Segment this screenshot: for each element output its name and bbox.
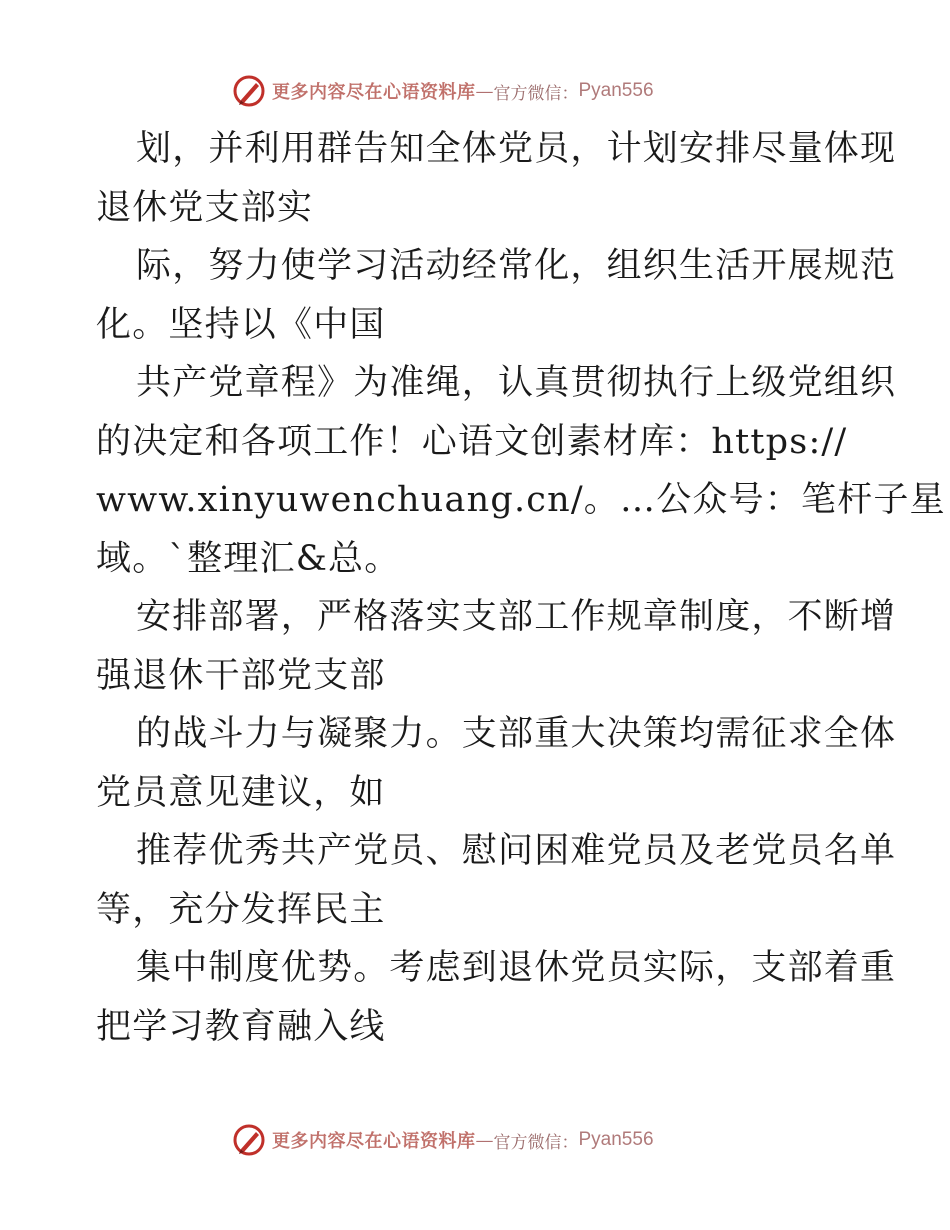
text-line: 化。坚持以《中国 [96,304,386,345]
text-line: 退休党支部实 [96,187,314,228]
banner-separator: — [475,1129,494,1151]
banner-wechat-label: 官方微信： [493,83,579,104]
text-line: 强退休干部党支部 [96,655,386,696]
text-line: 的决定和各项工作！心语文创素材库：https:// [96,421,848,462]
text-line: 的战斗力与凝聚力。支部重大决策均需征求全体 [136,714,897,754]
text-line: www.xinyuwenchuang.cn/。…公众号：笔杆子星 [96,480,946,520]
text-line: 共产党章程》为准绳，认真贯彻执行上级党组织 [136,363,897,403]
text-line: 党员意见建议，如 [96,772,386,813]
text-line: 等，充分发挥民主 [96,889,386,930]
banner-wechat-label: 官方微信： [493,1132,579,1153]
text-line: 划，并利用群告知全体党员，计划安排尽量体现 [136,129,897,169]
banner-main-text: 更多内容尽在心语资料库 [272,82,476,103]
header-watermark-banner [232,72,752,110]
text-line: 域。`整理汇&总。 [96,538,401,579]
body-text [96,120,946,1056]
text-line: 安排部署，严格落实支部工作规章制度，不断增 [136,597,897,637]
banner-wechat-id: Pyan556 [578,1129,654,1150]
footer-watermark-banner [232,1121,752,1159]
pen-logo-icon [232,1123,266,1157]
banner-main-text: 更多内容尽在心语资料库 [272,1131,476,1152]
banner-wechat-id: Pyan556 [578,80,654,101]
banner-separator: — [475,80,494,102]
text-line: 集中制度优势。考虑到退休党员实际，支部着重 [136,948,897,988]
text-line: 际，努力使学习活动经常化，组织生活开展规范 [136,246,897,286]
text-line: 推荐优秀共产党员、慰问困难党员及老党员名单 [136,831,897,871]
text-line: 把学习教育融入线 [96,1006,386,1047]
pen-logo-icon [232,74,266,108]
